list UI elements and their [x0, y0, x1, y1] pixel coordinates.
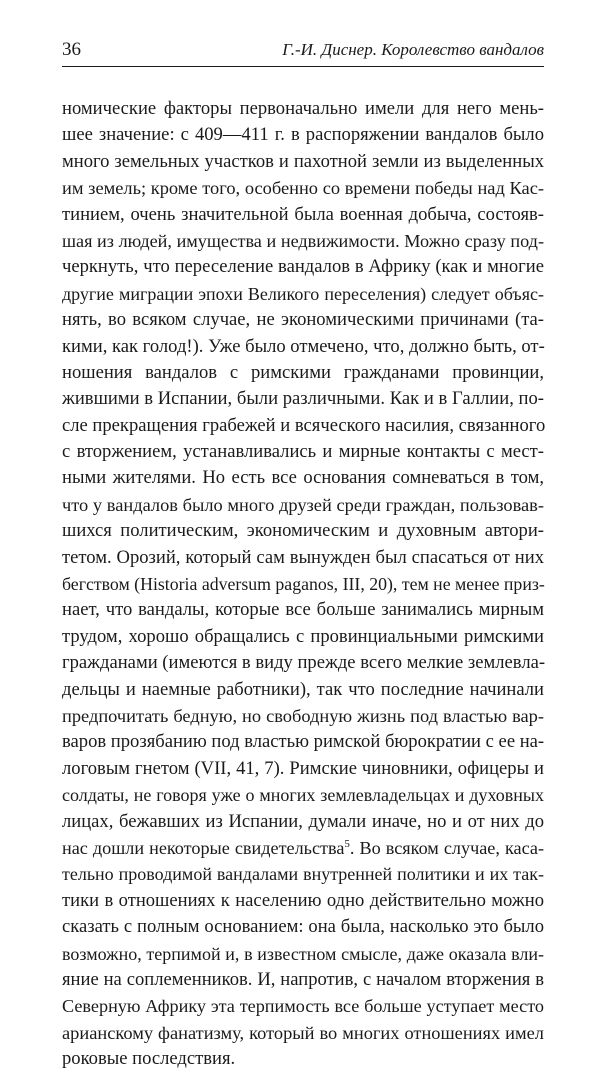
text-line: роковые последствия.: [62, 1048, 236, 1070]
text-line: Северную Африку эта терпимость все больше уступает место: [62, 996, 544, 1017]
text-line: варов прозябанию под властью римской бюрократии с ее на-: [62, 731, 545, 753]
text-line: лицах, бежавших из Испании, думали иначе, но и от них до: [62, 810, 544, 832]
text-line: шее значение: с 409—411 г. в распоряжении вандалов было: [62, 124, 544, 146]
text-line: тельно проводимой вандалами внутренней политики и их так-: [62, 864, 544, 885]
text-line: гражданами (имеются в виду прежде всего мелкие землевла-: [62, 652, 546, 674]
text-line: тетом. Орозий, который сам вынужден был спасаться от них: [62, 546, 544, 568]
body-text: [62, 96, 544, 1072]
page-number: 36: [62, 39, 81, 60]
running-head: Г.-И. Диснер. Королевство вандалов: [282, 40, 544, 59]
text-line: с вторжением, устанавливались и мирные контакты с мест-: [62, 441, 544, 463]
text-line: шая из людей, имущества и недвижимости. Можно сразу под-: [62, 230, 544, 251]
text-line: что у вандалов было много друзей среди граждан, пользовав-: [62, 494, 544, 515]
text-line: логовым гнетом (VII, 41, 7). Римские чиновники, офицеры и: [62, 757, 544, 779]
text-line: другие миграции эпохи Великого переселения) следует объяс-: [62, 283, 544, 304]
text-line: нает, что вандалы, которые все больше занимались мирным: [62, 599, 544, 621]
text-line: сказать с полным основанием: она была, насколько это было: [62, 916, 544, 938]
text-line: ными жителями. Но есть все основания сомневаться в том,: [62, 467, 544, 489]
text-line: бегством (Historia adversum paganos, III, 20), тем не менее приз-: [62, 574, 545, 595]
text-line: тинием, очень значительной была военная добыча, состояв-: [62, 203, 544, 225]
text-line: шихся политическим, экономическим и духовным автори-: [62, 520, 544, 542]
header-rule: [62, 66, 544, 67]
text-line: возможно, терпимой и, в известном смысле, даже оказала вли-: [62, 943, 544, 964]
text-line: нять, во всяком случае, не экономическими причинами (та-: [62, 309, 544, 331]
text-line: предпочитать бедную, но свободную жизнь под властью вар-: [62, 705, 544, 726]
text-line: солдаты, не говоря уже о многих землевладельцах и духовных: [62, 785, 544, 806]
text-line: кими, как голод!). Уже было отмечено, что, должно быть, от-: [62, 335, 545, 357]
text-line: жившими в Испании, были различными. Как и в Галлии, по-: [62, 388, 544, 410]
text-line: трудом, хорошо обращались с провинциальными римскими: [62, 625, 544, 647]
text-line-with-footnote: [62, 835, 544, 861]
page-header: [62, 38, 544, 68]
text-line: арианскому фанатизму, который во многих отношениях имел: [62, 1022, 544, 1043]
text-line: дельцы и наемные работники), так что последние начинали: [62, 678, 544, 700]
text-line: номические факторы первоначально имели для него мень-: [62, 98, 544, 119]
footnote-marker: 5: [344, 837, 350, 850]
line-tail: . Во всяком случае, каса-: [349, 837, 544, 858]
text-line: тики в отношениях к населению одно действительно можно: [62, 889, 544, 911]
text-line: яние на соплеменников. И, напротив, с началом вторжения в: [62, 968, 544, 990]
text-line: много земельных участков и пахотной земли из выделенных: [62, 150, 544, 172]
text-line: ношения вандалов с римскими гражданами провинции,: [62, 361, 544, 383]
text-line: сле прекращения грабежей и всяческого насилия, связанного: [62, 414, 546, 436]
line-head: нас дошли некоторые свидетельства: [62, 837, 345, 858]
text-line: черкнуть, что переселение вандалов в Африку (как и многие: [62, 256, 544, 278]
text-line: им земель; кроме того, особенно со времени победы над Кас-: [62, 178, 544, 199]
